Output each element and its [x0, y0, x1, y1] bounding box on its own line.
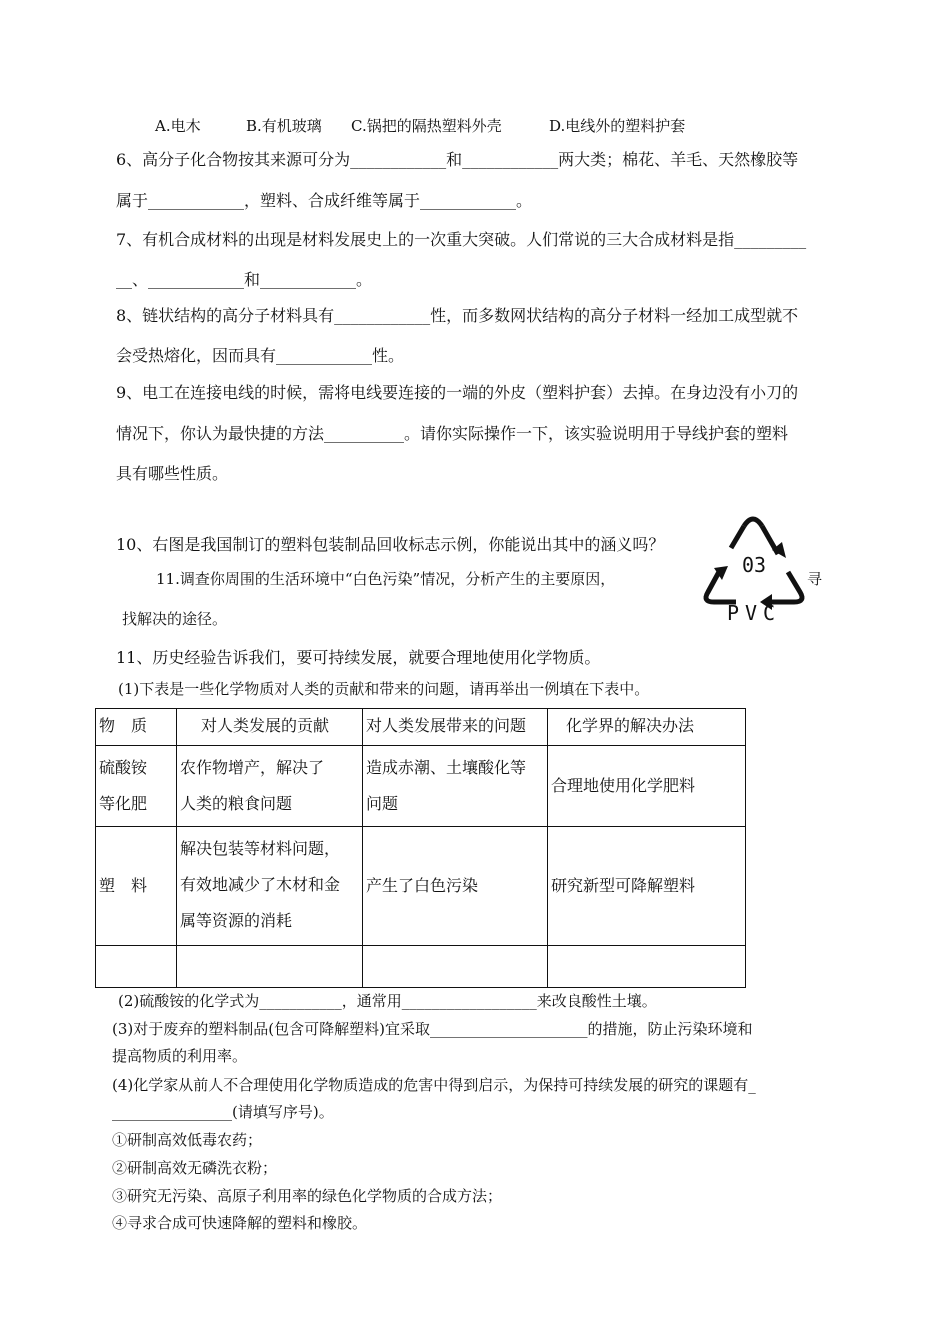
option-a: A.电木 [155, 117, 201, 135]
recycle-code: 03 [741, 553, 767, 577]
q7-line1: 7、有机合成材料的出现是材料发展史上的一次重大突破。人们常说的三大合成材料是指_________ [116, 230, 807, 249]
recycle-symbol [700, 512, 808, 622]
chem-table [95, 708, 746, 988]
option-d: D.电线外的塑料护套 [549, 117, 686, 135]
q9-line3: 具有哪些性质。 [116, 464, 229, 483]
choice-item: ②研制高效无磷洗衣粉； [112, 1159, 278, 1177]
option-b: B.有机玻璃 [246, 117, 322, 135]
q9-line1: 9、电工在连接电线的时候，需将电线要连接的一端的外皮（塑料护套）去掉。在身边没有小刀的 [116, 383, 799, 402]
q8-line2: 会受热熔化，因而具有____________性。 [116, 346, 405, 365]
header-cell: 对人类发展的贡献 [177, 709, 363, 746]
table-row [96, 746, 746, 827]
q10-survey-line-end: 寻 [807, 570, 823, 588]
q6-line2: 属于____________，塑料、合成纤维等属于____________。 [116, 191, 533, 210]
table-row-empty [96, 946, 746, 988]
table-cell[interactable] [177, 946, 363, 988]
header-cell: 物 质 [96, 709, 177, 746]
table-cell: 硫酸铵 等化肥 [96, 746, 177, 827]
q9-line2: 情况下，你认为最快捷的方法__________。请你实际操作一下，该实验说明用于导线护套的塑料 [116, 424, 789, 443]
table-cell[interactable] [548, 946, 746, 988]
table-cell[interactable] [363, 946, 548, 988]
header-cell: 化学界的解决办法 [548, 709, 746, 746]
table-cell[interactable] [96, 946, 177, 988]
q10-line1: 10、右图是我国制订的塑料包装制品回收标志示例，你能说出其中的涵义吗？ [116, 535, 665, 554]
table-cell: 研究新型可降解塑料 [548, 827, 746, 946]
recycle-triangle-icon [700, 512, 808, 622]
table-cell: 塑 料 [96, 827, 177, 946]
recycle-label: PVC [726, 601, 782, 622]
q11-part3-line1: (3)对于废弃的塑料制品(包含可降解塑料)宜采取_____________________的措施，防止污染环境和 [112, 1020, 753, 1038]
table-cell: 解决包装等材料问题， 有效地减少了木材和金 属等资源的消耗 [177, 827, 363, 946]
choice-item: ③研究无污染、高原子利用率的绿色化学物质的合成方法； [112, 1187, 503, 1205]
option-c: C.锅把的隔热塑料外壳 [351, 117, 502, 135]
table-row [96, 827, 746, 946]
q11-part1: (1)下表是一些化学物质对人类的贡献和带来的问题，请再举出一例填在下表中。 [118, 680, 650, 698]
q11-part2: (2)硫酸铵的化学式为___________，通常用__________________来改良酸性土壤。 [118, 992, 657, 1010]
q11-intro: 11、历史经验告诉我们，要可持续发展，就要合理地使用化学物质。 [116, 648, 601, 667]
header-cell: 对人类发展带来的问题 [363, 709, 548, 746]
q10-survey-line: 11.调查你周围的生活环境中“白色污染”情况，分析产生的主要原因， [156, 570, 616, 588]
q8-line1: 8、链状结构的高分子材料具有____________性，而多数网状结构的高分子材料一经加工成型就不 [116, 306, 799, 325]
table-header-row [96, 709, 746, 746]
q11-part4-line2: ________________(请填写序号)。 [112, 1103, 334, 1121]
choice-item: ①研制高效低毒农药； [112, 1131, 263, 1149]
choice-item: ④寻求合成可快速降解的塑料和橡胶。 [112, 1214, 368, 1232]
table-cell: 产生了白色污染 [363, 827, 548, 946]
table-cell: 造成赤潮、土壤酸化等 问题 [363, 746, 548, 827]
q11-part4-line1: (4)化学家从前人不合理使用化学物质造成的危害中得到启示，为保持可持续发展的研究的课题有_ [112, 1076, 756, 1094]
q10-survey-line2: 找解决的途径。 [122, 610, 228, 628]
q6-line1: 6、高分子化合物按其来源可分为____________和____________两大类；棉花、羊毛、天然橡胶等 [116, 150, 799, 169]
q11-part3-line2: 提高物质的利用率。 [112, 1047, 248, 1065]
table-cell: 合理地使用化学肥料 [548, 746, 746, 827]
table-cell: 农作物增产，解决了 人类的粮食问题 [177, 746, 363, 827]
q7-line2: __、____________和____________。 [116, 270, 373, 289]
